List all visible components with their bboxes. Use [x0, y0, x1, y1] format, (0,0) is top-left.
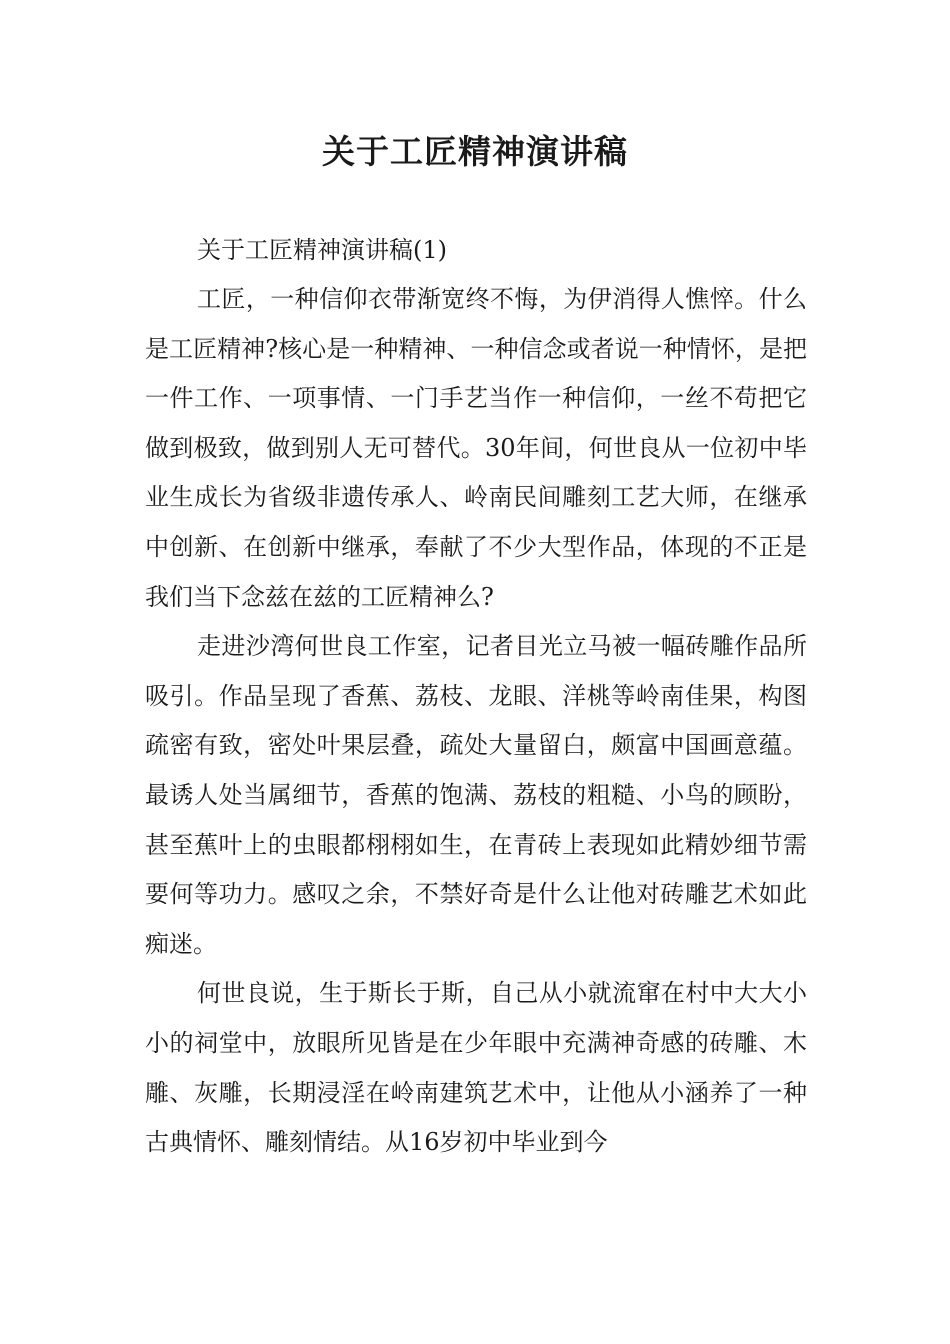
paragraph: 走进沙湾何世良工作室，记者目光立马被一幅砖雕作品所吸引。作品呈现了香蕉、荔枝、龙眼、洋桃等岭南佳果，构图疏密有致，密处叶果层叠，疏处大量留白，颇富中国画意蕴。最诱人处当属细节，香蕉的饱满、荔枝的粗糙、小鸟的顾盼，甚至蕉叶上的虫眼都栩栩如生，在青砖上表现如此精妙细节需要何等功力。感叹之余，不禁好奇是什么让他对砖雕艺术如此痴迷。 — [145, 632, 807, 958]
document-body — [145, 226, 807, 1168]
paragraph: 工匠，一种信仰衣带渐宽终不悔，为伊消得人憔悴。什么是工匠精神?核心是一种精神、一种信念或者说一种情怀，是把一件工作、一项事情、一门手艺当作一种信仰，一丝不苟把它做到极致，做到别人无可替代。30年间，何世良从一位初中毕业生成长为省级非遗传承人、岭南民间雕刻工艺大师，在继承中创新、在创新中继承，奉献了不少大型作品，体现的不正是我们当下念兹在兹的工匠精神么? — [145, 285, 807, 611]
paragraph: 何世良说，生于斯长于斯，自己从小就流窜在村中大大小小的祠堂中，放眼所见皆是在少年眼中充满神奇感的砖雕、木雕、灰雕，长期浸淫在岭南建筑艺术中，让他从小涵养了一种古典情怀、雕刻情结。从16岁初中毕业到今 — [145, 979, 807, 1157]
document-title: 关于工匠精神演讲稿 — [322, 132, 628, 171]
document-subtitle: 关于工匠精神演讲稿(1) — [197, 236, 447, 264]
